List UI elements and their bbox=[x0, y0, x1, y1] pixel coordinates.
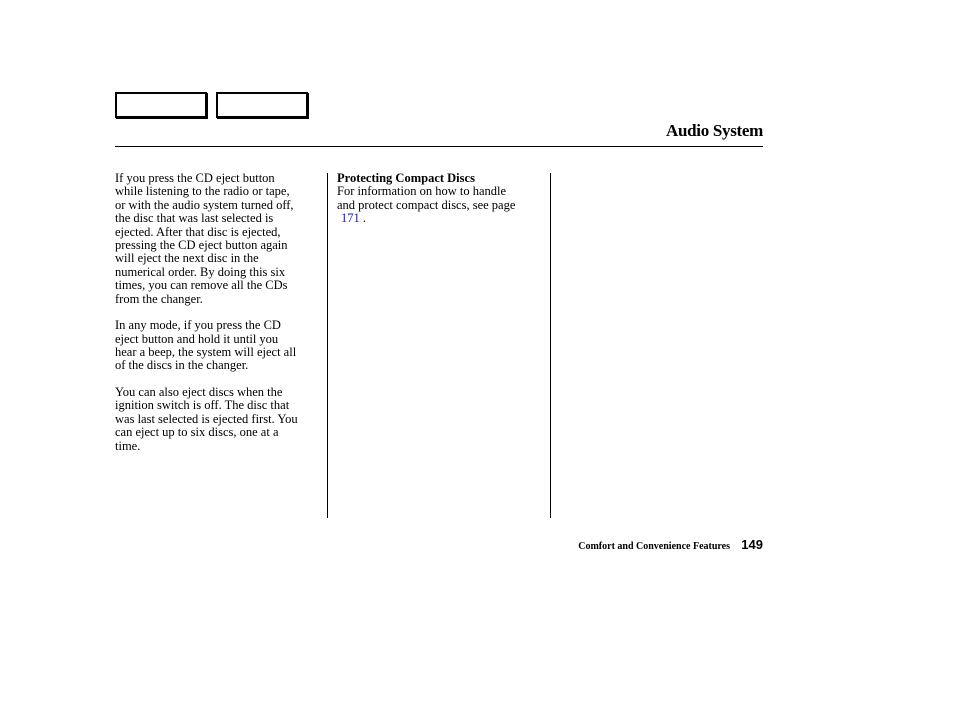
text-line: or with the audio system turned off, bbox=[115, 197, 294, 212]
paragraph-1 bbox=[115, 172, 320, 306]
text-line: time. bbox=[115, 438, 141, 453]
link-line bbox=[337, 212, 542, 225]
text-line: and protect compact discs, see page bbox=[337, 197, 516, 212]
nav-button-1[interactable] bbox=[115, 92, 207, 118]
text-line: was last selected is ejected first. You bbox=[115, 411, 298, 426]
column-1 bbox=[115, 172, 320, 466]
text-line: For information on how to handle bbox=[337, 184, 507, 199]
section-heading: Protecting Compact Discs bbox=[337, 171, 475, 185]
text-line: while listening to the radio or tape, bbox=[115, 184, 290, 199]
nav-button-2[interactable] bbox=[216, 92, 308, 118]
paragraph-2 bbox=[115, 319, 320, 373]
text-line: of the discs in the changer. bbox=[115, 358, 249, 373]
text-line: ignition switch is off. The disc that bbox=[115, 398, 290, 413]
text-line: In any mode, if you press the CD bbox=[115, 318, 281, 333]
page-title: Audio System bbox=[666, 121, 763, 140]
text-line: If you press the CD eject button bbox=[115, 171, 275, 185]
text-line: hear a beep, the system will eject all bbox=[115, 345, 297, 360]
text-line: numerical order. By doing this six bbox=[115, 264, 286, 279]
text-line: can eject up to six discs, one at a bbox=[115, 425, 279, 440]
text-line: the disc that was last selected is bbox=[115, 211, 274, 226]
column-divider-1 bbox=[327, 173, 328, 518]
page-reference-link[interactable]: 171 bbox=[341, 211, 360, 226]
column-2 bbox=[337, 172, 542, 226]
text-line: pressing the CD eject button again bbox=[115, 238, 288, 253]
text-line: ejected. After that disc is ejected, bbox=[115, 224, 281, 239]
text-line: from the changer. bbox=[115, 291, 203, 306]
text-line: will eject the next disc in the bbox=[115, 251, 259, 266]
page-number: 149 bbox=[741, 537, 763, 552]
text-line: You can also eject discs when the bbox=[115, 385, 283, 400]
header-rule bbox=[115, 146, 763, 147]
text-line: times, you can remove all the CDs bbox=[115, 278, 288, 293]
column-divider-2 bbox=[550, 173, 551, 518]
paragraph-3 bbox=[115, 386, 320, 453]
text-line: eject button and hold it until you bbox=[115, 331, 279, 346]
footer-section-title: Comfort and Convenience Features bbox=[578, 541, 730, 552]
link-suffix: . bbox=[359, 211, 366, 226]
